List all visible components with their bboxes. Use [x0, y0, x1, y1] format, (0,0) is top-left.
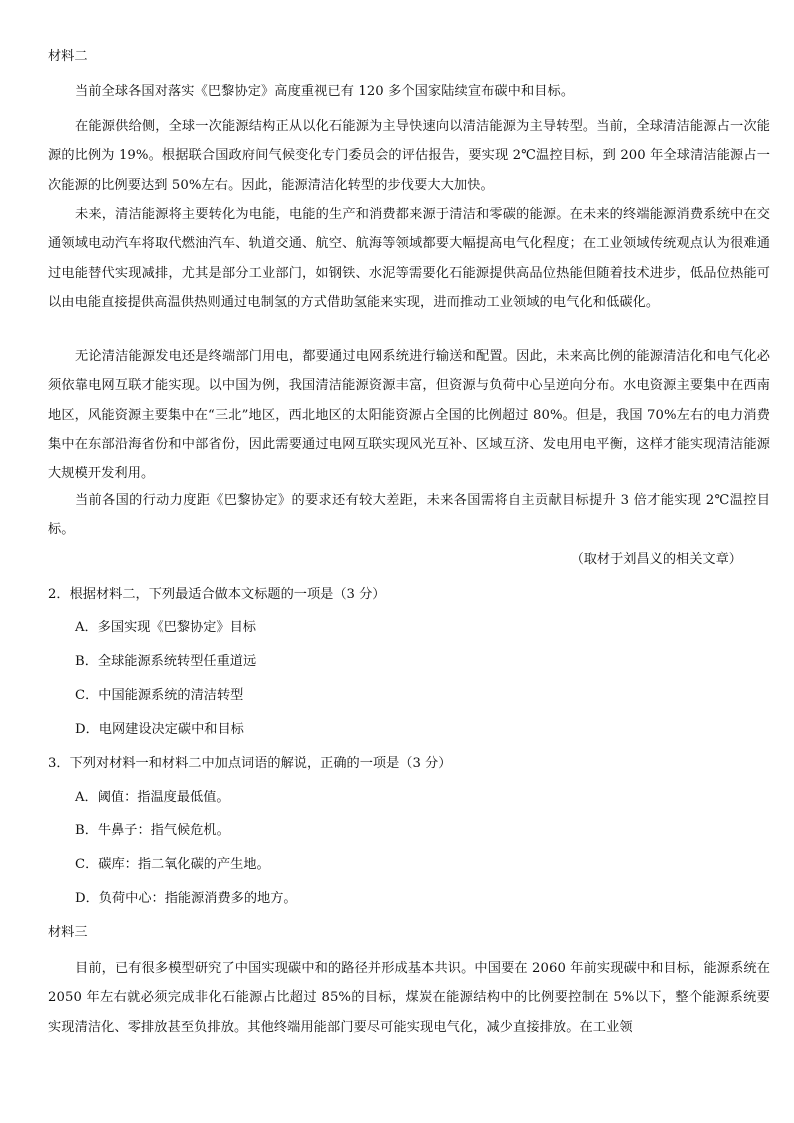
question-2-option-d: D．电网建设决定碳中和目标 — [75, 722, 244, 737]
question-2-option-b: B．全球能源系统转型任重道远 — [75, 654, 257, 669]
material2-paragraph-3: 未来，清洁能源将主要转化为电能，电能的生产和消费都来源于清洁和零碳的能源。在未来的终端能源消费系统中在交通领域电动汽车将取代燃油汽车、轨道交通、航空、航海等领域都要大幅提高电气化程度；在工业领域传统观点认为很难通过电能替代实现减排，尤其是部分工业部门，如钢铁、水泥等需要化石能源提供高品位热能但随着技术进步，低品位热能可以由电能直接提供高温供热则通过电制氢的方式借助氢能来实现，进而推动工业领域的电气化和低碳化。 — [48, 207, 770, 310]
source-citation: （取材于刘昌义的相关文章） — [570, 552, 742, 567]
material2-paragraph-2: 在能源供给侧，全球一次能源结构正从以化石能源为主导快速向以清洁能源为主导转型。当前，全球清洁能源占一次能源的比例为 19%。根据联合国政府间气候变化专门委员会的评估报告，要实现 2℃温控目标，到 200 年全球清洁能源占一次能源的比例要达到 50%左右。因此，能源清洁化转型的步伐要大大加快。 — [48, 119, 770, 193]
question-3-stem: 3．下列对材料一和材料二中加点词语的解说，正确的一项是（3 分） — [48, 756, 452, 771]
question-2-option-a: A．多国实现《巴黎协定》目标 — [75, 620, 256, 635]
question-2-option-c: C．中国能源系统的清洁转型 — [75, 688, 244, 703]
material2-paragraph-4: 无论清洁能源发电还是终端部门用电，都要通过电网系统进行输送和配置。因此，未来高比例的能源清洁化和电气化必须依靠电网互联才能实现。以中国为例，我国清洁能源资源丰富，但资源与负荷中心呈逆向分布。水电资源主要集中在西南地区，风能资源主要集中在“三北”地区，西北地区的太阳能资源占全国的比例超过 80%。但是，我国 70%左右的电力消费集中在东部沿海省份和中部省份，因此需要通过电网互联实现风光互补、区域互济、发电用电平衡，这样才能实现清洁能源大规模开发利用。 — [48, 349, 770, 482]
material2-heading: 材料二 — [48, 49, 88, 64]
question-3-option-c: C．碳库：指二氧化碳的产生地。 — [75, 857, 270, 872]
material3-heading: 材料三 — [48, 925, 88, 940]
material2-paragraph-1: 当前全球各国对落实《巴黎协定》高度重视已有 120 多个国家陆续宣布碳中和目标。 — [75, 84, 575, 99]
question-3-option-b: B．牛鼻子：指气候危机。 — [75, 823, 230, 838]
material2-paragraph-5: 当前各国的行动力度距《巴黎协定》的要求还有较大差距，未来各国需将自主贡献目标提升 3 倍才能实现 2℃温控目标。 — [48, 493, 770, 538]
question-3-option-a: A．阈值：指温度最低值。 — [75, 790, 230, 805]
question-2-stem: 2．根据材料二，下列最适合做本文标题的一项是（3 分） — [48, 587, 386, 602]
material3-paragraph: 目前，已有很多模型研究了中国实现碳中和的路径并形成基本共识。中国要在 2060 年前实现碳中和目标，能源系统在 2050 年左右就必须完成非化石能源占比超过 85%的目标，煤炭在能源结构中的比例要控制在 5%以下，整个能源系统要实现清洁化、零排放甚至负排放。其他终端用能部门要尽可能实现电气化，减少直接排放。在工业领 — [48, 961, 770, 1035]
question-3-option-d: D．负荷中心：指能源消费多的地方。 — [75, 891, 297, 906]
